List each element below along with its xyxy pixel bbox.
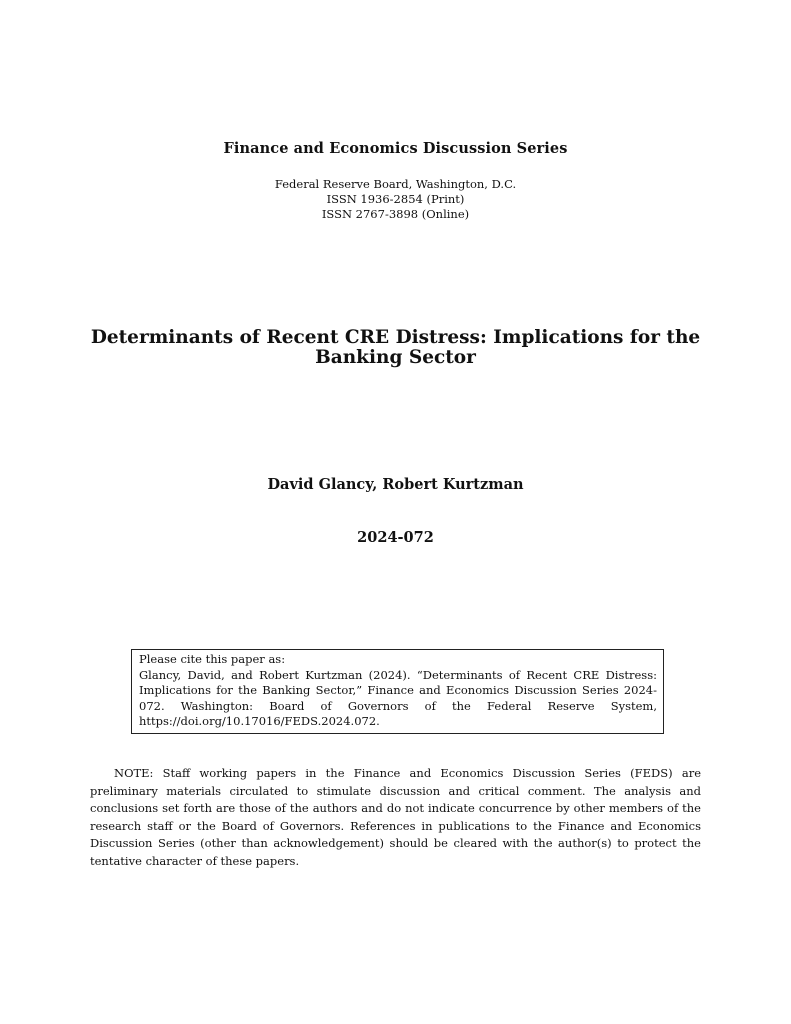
paper-title-line-2: Banking Sector xyxy=(315,347,476,368)
issn-online: ISSN 2767-3898 (Online) xyxy=(321,207,470,221)
citation-box xyxy=(131,649,664,734)
series-title: Finance and Economics Discussion Series xyxy=(223,140,568,157)
citation-text: Glancy, David, and Robert Kurtzman (2024). “Determinants of Recent CRE Distress: Implications for the Banking Sector,” Finance and Economics Discussion Series 2024-072. Washington: Board of Governors of the Federal Reserve System, https://doi.org/10.17016/FEDS.2024.072. xyxy=(139,667,657,728)
publisher-line: Federal Reserve Board, Washington, D.C. xyxy=(274,177,517,191)
paper-title-line-1: Determinants of Recent CRE Distress: Implications for the xyxy=(90,327,701,348)
citation-lead: Please cite this paper as: xyxy=(139,652,286,666)
paper-title xyxy=(90,328,701,368)
issn-print: ISSN 1936-2854 (Print) xyxy=(326,192,465,206)
publication-info xyxy=(0,177,791,222)
disclaimer-note: NOTE: Staff working papers in the Finance and Economics Discussion Series (FEDS) are preliminary materials circulated to stimulate discussion and critical comment. The analysis and conclusions set forth are those of the authors and do not indicate concurrence by other members of the research staff or the Board of Governors. References in publications to the Finance and Economics Discussion Series (other than acknowledgement) should be cleared with the author(s) to protect the tentative character of these papers. xyxy=(90,766,701,868)
authors: David Glancy, Robert Kurtzman xyxy=(267,476,524,493)
paper-number: 2024-072 xyxy=(357,529,434,546)
